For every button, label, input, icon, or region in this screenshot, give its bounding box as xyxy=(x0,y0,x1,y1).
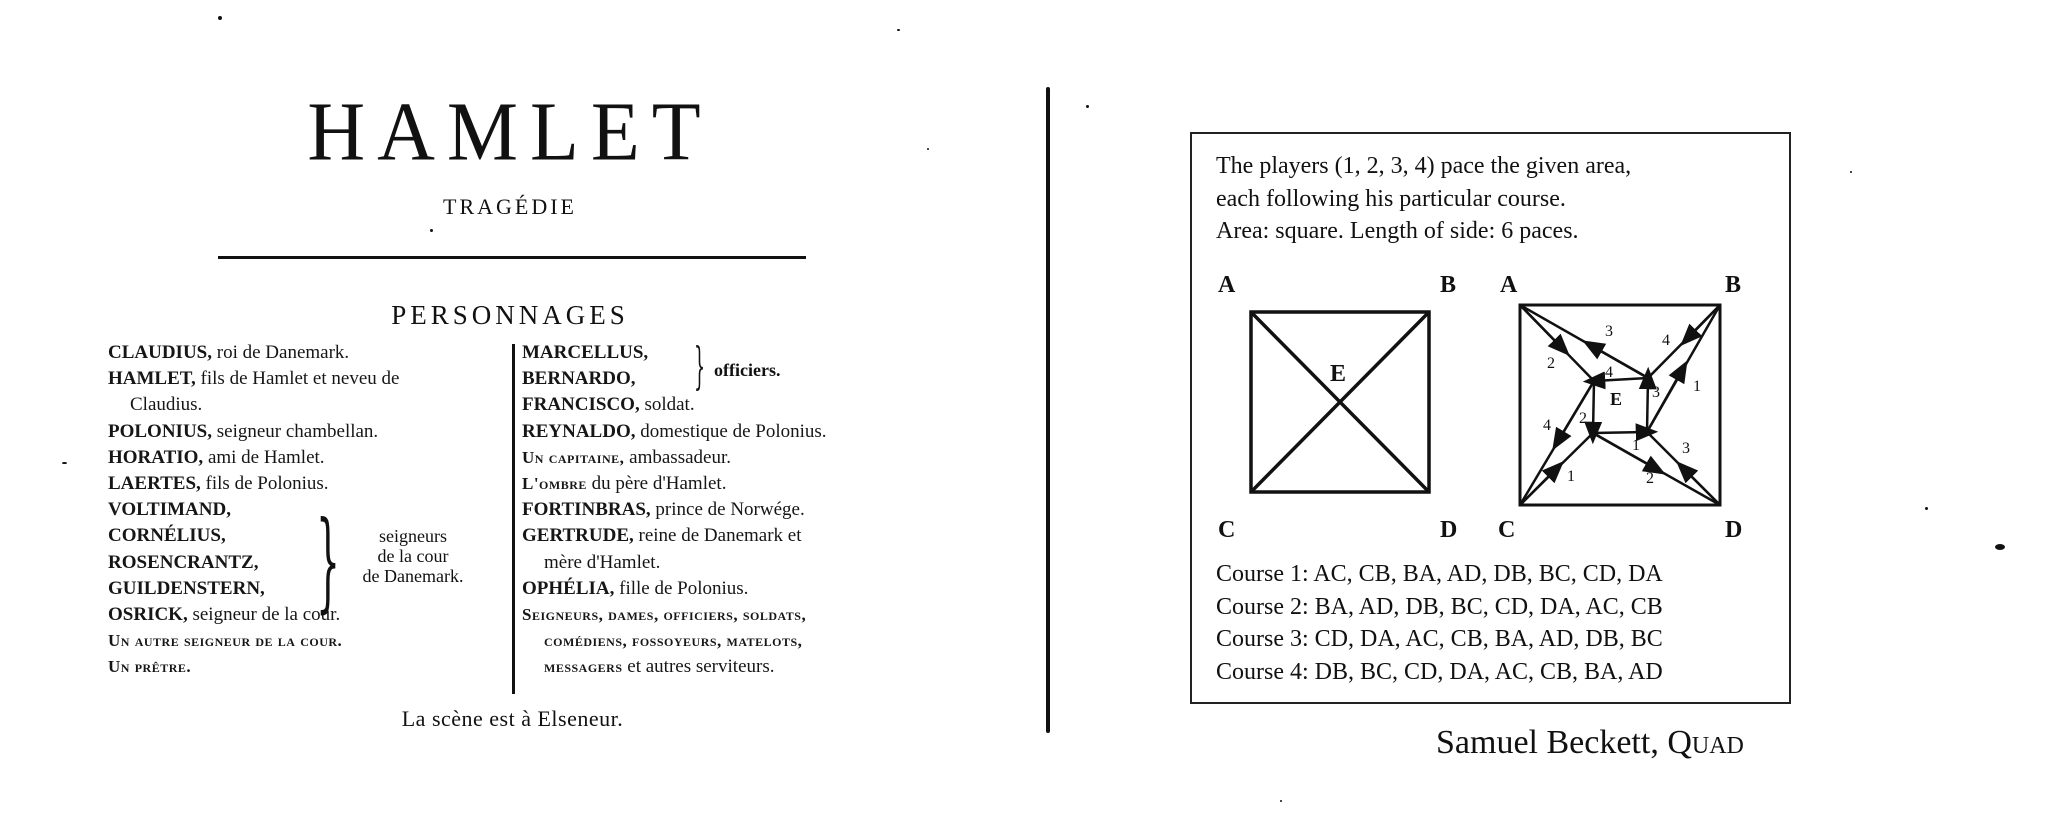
cast-entry-continuation: messagers et autres serviteurs. xyxy=(544,656,775,678)
path-number: 1 xyxy=(1693,378,1701,395)
path-number: 1 xyxy=(1567,468,1575,485)
cast-entry: OPHÉLIA, fille de Polonius. xyxy=(522,577,749,599)
scan-speck xyxy=(1850,171,1852,173)
scene-note: La scène est à Elseneur. xyxy=(401,706,624,731)
group-label-line: de la cour xyxy=(377,546,449,566)
course-line: Course 2: BA, AD, DB, BC, CD, DA, AC, CB xyxy=(1216,593,1663,620)
cast-entry: CLAUDIUS, roi de Danemark. xyxy=(108,342,350,363)
cast-entry: CORNÉLIUS, xyxy=(108,525,226,547)
cast-entry: Un capitaine, ambassadeur. xyxy=(522,446,731,468)
corner-label-a: A xyxy=(1218,272,1236,298)
path-number: 3 xyxy=(1682,440,1690,457)
path-number: 4 xyxy=(1605,364,1613,381)
column-divider xyxy=(512,344,515,694)
intro-line: Area: square. Length of side: 6 paces. xyxy=(1216,218,1579,244)
scan-speck xyxy=(897,29,900,31)
course-line: Course 1: AC, CB, BA, AD, DB, BC, CD, DA xyxy=(1216,561,1663,587)
scan-speck xyxy=(1925,507,1928,510)
corner-label-b: B xyxy=(1440,272,1457,298)
cast-entry: REYNALDO, domestique de Polonius. xyxy=(522,420,827,442)
cast-entry: MARCELLUS, xyxy=(522,342,649,363)
center-label-e: E xyxy=(1610,389,1623,409)
intro-line: each following his particular course. xyxy=(1216,185,1566,212)
cast-entry-continuation: Claudius. xyxy=(130,394,203,416)
scan-speck xyxy=(1995,544,2005,550)
cast-entry: Un prêtre. xyxy=(108,657,192,677)
brace-seigneurs: } xyxy=(316,499,341,624)
corner-label-c: C xyxy=(1498,517,1516,540)
quad-diagrams xyxy=(1200,265,1760,540)
path-number: 2 xyxy=(1547,355,1555,372)
scan-speck xyxy=(1280,800,1282,802)
corner-label-a: A xyxy=(1500,272,1518,298)
hamlet-title: HAMLET xyxy=(307,85,713,179)
cast-entry: VOLTIMAND, xyxy=(108,499,231,521)
seigneurs-group-label xyxy=(338,526,488,586)
diagram-square-diagonals xyxy=(1218,272,1457,540)
quad-caption xyxy=(1436,724,1744,762)
path-number: 3 xyxy=(1652,384,1660,401)
cast-list-right xyxy=(522,337,942,680)
corner-label-b: B xyxy=(1725,272,1742,298)
path-number: 2 xyxy=(1646,470,1654,487)
path-number: 2 xyxy=(1579,410,1587,427)
cast-entry: OSRICK, seigneur de la cour. xyxy=(108,603,341,625)
cast-entry: POLONIUS, seigneur chambellan. xyxy=(108,420,379,442)
quad-courses xyxy=(1216,558,1776,688)
caption-author: Samuel Beckett, xyxy=(1436,724,1668,761)
cast-entry: FRANCISCO, soldat. xyxy=(522,394,695,416)
brace-officiers: } xyxy=(694,337,706,395)
group-label-line: seigneurs xyxy=(379,526,447,546)
cast-list-left xyxy=(108,340,508,680)
personnages-heading: PERSONNAGES xyxy=(391,300,629,330)
scan-speck xyxy=(62,462,67,464)
path-number: 4 xyxy=(1662,332,1670,349)
course-line: Course 3: CD, DA, AC, CB, BA, AD, DB, BC xyxy=(1216,626,1663,652)
cast-entry: HORATIO, ami de Hamlet. xyxy=(108,446,325,468)
title-rule xyxy=(218,256,806,259)
cast-entry: HAMLET, fils de Hamlet et neveu de xyxy=(108,368,400,390)
officiers-label: officiers. xyxy=(714,360,781,380)
path-number: 1 xyxy=(1632,437,1640,454)
corner-label-c: C xyxy=(1218,517,1236,540)
cast-entry-continuation: comédiens, fossoyeurs, matelots, xyxy=(544,631,803,651)
cast-entry: ROSENCRANTZ, xyxy=(108,551,259,573)
cast-entry: L'ombre du père d'Hamlet. xyxy=(522,472,727,494)
page-divider xyxy=(1046,87,1050,733)
scan-speck xyxy=(927,148,929,150)
path-number: 4 xyxy=(1543,417,1551,434)
scan-speck xyxy=(430,229,433,232)
hamlet-subtitle: TRAGÉDIE xyxy=(443,194,577,219)
cast-entry: Un autre seigneur de la cour. xyxy=(108,631,343,651)
cast-entry: LAERTES, fils de Polonius. xyxy=(108,472,329,494)
path-number: 3 xyxy=(1605,323,1613,340)
center-label-e: E xyxy=(1330,361,1347,387)
quad-intro xyxy=(1216,150,1776,248)
caption-title: Quad xyxy=(1667,724,1744,761)
cast-entry: GUILDENSTERN, xyxy=(108,577,265,599)
cast-entry: Seigneurs, dames, officiers, soldats, xyxy=(522,604,807,624)
corner-label-d: D xyxy=(1725,517,1743,540)
scan-speck xyxy=(218,16,222,20)
group-label-line: de Danemark. xyxy=(362,566,464,586)
cast-entry-continuation: mère d'Hamlet. xyxy=(544,551,661,573)
cast-entry: GERTRUDE, reine de Danemark et xyxy=(522,525,802,547)
course-line: Course 4: DB, BC, CD, DA, AC, CB, BA, AD xyxy=(1216,658,1663,685)
cast-entry: BERNARDO, xyxy=(522,368,636,390)
intro-line: The players (1, 2, 3, 4) pace the given area, xyxy=(1216,153,1632,179)
corner-label-d: D xyxy=(1440,517,1458,540)
scan-speck xyxy=(1086,105,1089,108)
cast-entry: FORTINBRAS, prince de Norwége. xyxy=(522,499,805,521)
